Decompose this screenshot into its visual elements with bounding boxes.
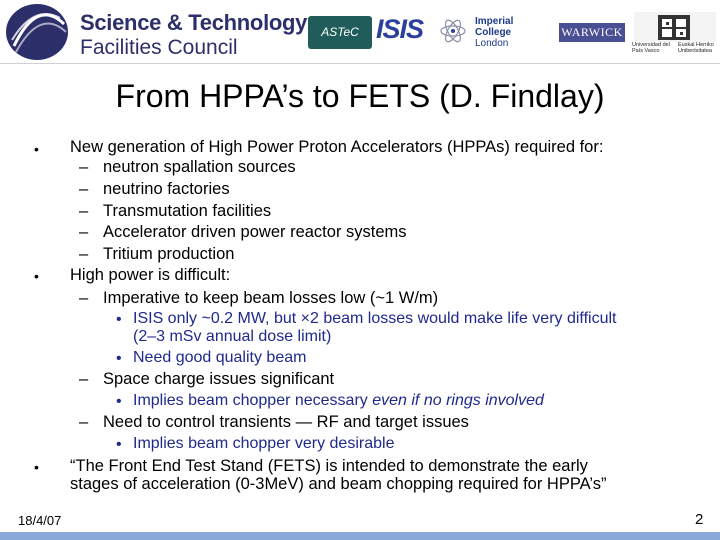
slide-page-number: 2 xyxy=(695,511,704,528)
stfc-wordmark xyxy=(80,12,307,58)
footer-bar xyxy=(0,532,720,540)
stfc-logo-icon xyxy=(4,2,70,62)
dash-marker: – xyxy=(79,370,89,388)
chopper-necessary-text: Implies beam chopper necessary xyxy=(133,392,373,409)
slide-title: From HPPA’s to FETS (D. Findlay) xyxy=(115,78,605,114)
imperial-line2: London xyxy=(475,38,509,49)
isis-atom-icon xyxy=(439,17,467,45)
dash-marker: – xyxy=(79,202,89,220)
upv-caption-left: Universidad del País Vasco xyxy=(632,42,670,55)
dash-marker: – xyxy=(79,158,89,176)
sub-item-reactor: Accelerator driven power reactor systems xyxy=(103,223,407,241)
sub-item-neutrino: neutrino factories xyxy=(103,180,230,198)
sub-item-neutron: neutron spallation sources xyxy=(103,158,296,176)
upv-caption-right: Euskal Herriko Unibertsitatea xyxy=(678,42,714,55)
bullet-1-text: New generation of High Power Proton Accelerators (HPPAs) required for: xyxy=(70,138,604,156)
dash-marker: – xyxy=(79,180,89,198)
sub-bullet-marker: • xyxy=(116,436,122,453)
sub-sub-item-beam-quality: Need good quality beam xyxy=(133,349,307,366)
sub-bullet-marker: • xyxy=(116,311,122,328)
stfc-name-line2: Facilities Council xyxy=(80,36,238,59)
astec-logo-text: ASTeC xyxy=(321,25,359,39)
header-divider xyxy=(0,63,720,64)
sub-item-transmutation: Transmutation facilities xyxy=(103,202,272,220)
slide-date: 18/4/07 xyxy=(18,513,62,528)
imperial-college-logo xyxy=(475,16,549,49)
bullet-dot-1: • xyxy=(34,141,39,157)
sub-sub-item-chopper-desirable: Implies beam chopper very desirable xyxy=(133,435,395,452)
sub-item-tritium: Tritium production xyxy=(103,245,235,263)
chopper-necessary-italic: even if no rings involved xyxy=(372,392,544,409)
header-logo-strip xyxy=(0,0,720,64)
sub-item-transients: Need to control transients — RF and target issues xyxy=(103,413,469,431)
bullet-3-line2: stages of acceleration (0-3MeV) and beam chopping required for HPPA’s” xyxy=(70,475,607,493)
bullet-dot-3: • xyxy=(34,459,39,475)
dash-marker: – xyxy=(79,289,89,307)
sub-bullet-marker: • xyxy=(116,350,122,367)
sub-bullet-marker: • xyxy=(116,393,122,410)
astec-logo xyxy=(308,16,372,49)
sub-item-space-charge: Space charge issues significant xyxy=(103,370,335,388)
imperial-line1: Imperial College xyxy=(475,16,514,38)
stfc-name-line1: Science & Technology xyxy=(80,10,308,35)
dash-marker: – xyxy=(79,413,89,431)
sub-sub-item-isis-line1: ISIS only ~0.2 MW, but ×2 beam losses would make life very difficult xyxy=(133,310,617,327)
warwick-logo: WARWICK xyxy=(559,23,625,42)
sub-sub-item-isis-line2: (2–3 mSv annual dose limit) xyxy=(133,328,332,345)
sub-sub-item-chopper-necessary xyxy=(133,392,544,410)
bullet-3-line1: “The Front End Test Stand (FETS) is intended to demonstrate the early xyxy=(70,457,588,475)
upv-caption xyxy=(632,42,718,54)
sub-item-beam-losses: Imperative to keep beam losses low (~1 W/m) xyxy=(103,289,439,307)
bullet-2-text: High power is difficult: xyxy=(70,266,231,284)
dash-marker: – xyxy=(79,245,89,263)
isis-logo: ISIS xyxy=(376,14,424,44)
dash-marker: – xyxy=(79,223,89,241)
bullet-dot-2: • xyxy=(34,268,39,284)
